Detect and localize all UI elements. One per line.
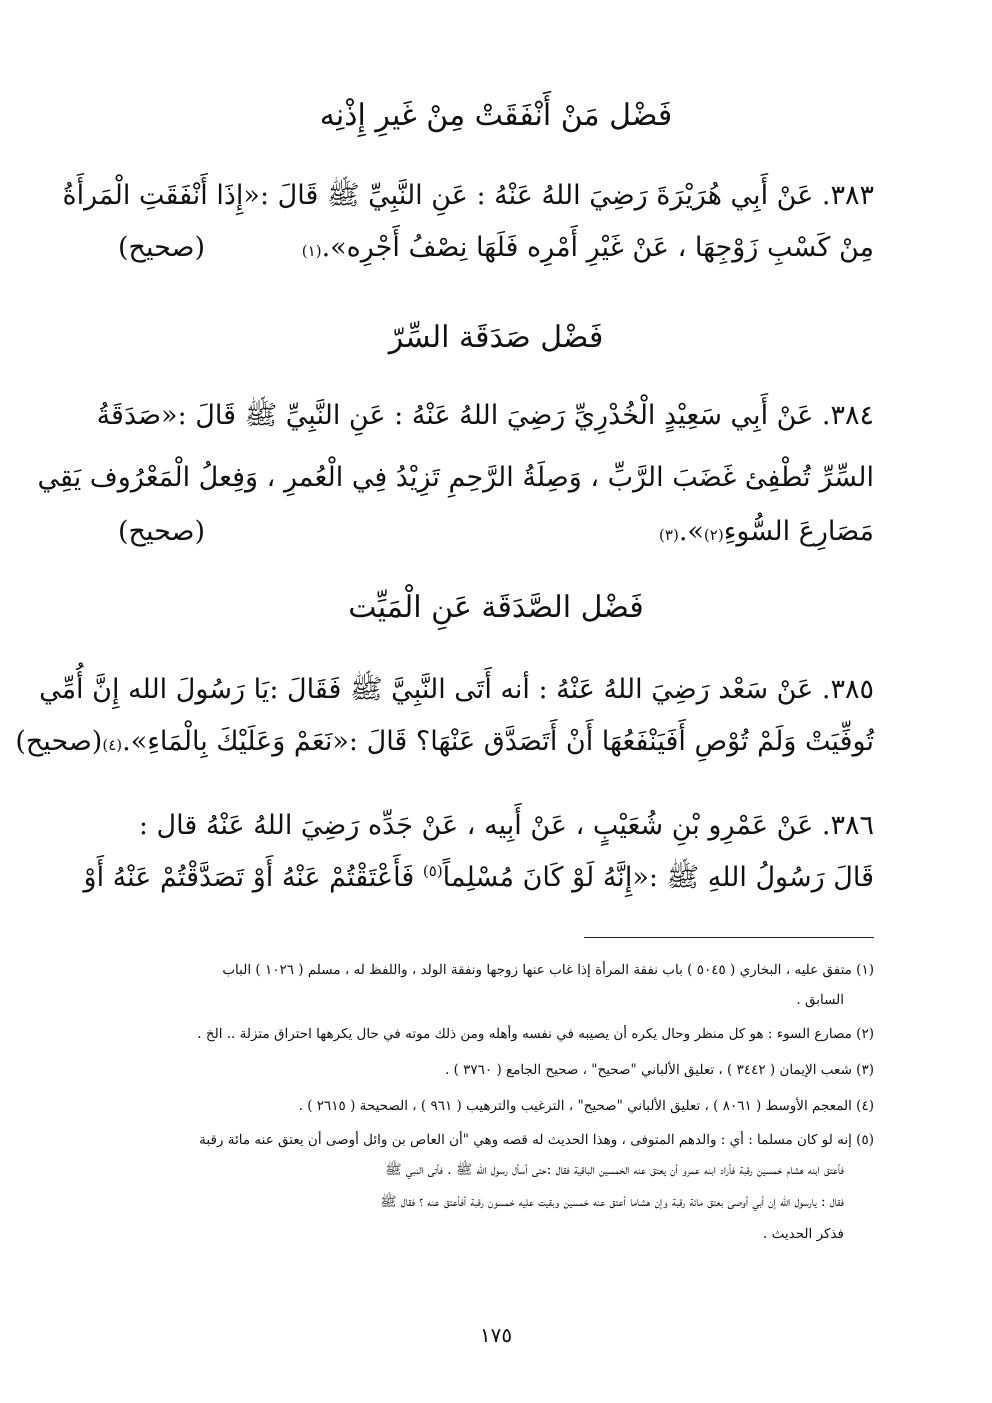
footnote-2 [118,1024,874,1044]
hadith-grade: (صحيح) [15,726,103,757]
hadith-385-line-1 [39,670,874,710]
hadith-text: ». [678,516,704,547]
hadith-383-line-2: مِنْ كَسْبِ زَوْجِهَا ، عَنْ غَيْرِ أَمْرِه فَلَهَا نِصْفُ أَجْرِه». (١) (صحيح) [118,228,874,268]
section-heading: فَضْل مَنْ أَنْفَقَتْ مِنْ غَيرِ إِذْنِه [319,98,673,133]
footnote-text: (٢) مصارع السوء : هو كل منظر وحال يكره أن يصيبه في نفسه وأهله ومن ذلك موته في حال يكرهها احتراق متزلة .. الخ . [197,1026,874,1042]
footnote-4 [118,1096,874,1116]
section-heading: فَضْل الصَّدَقَة عَنِ الْمَيِّت [348,590,644,625]
hadith-text: تُوفِّيَتْ وَلَمْ تُوْصِ أَفَيَنْفَعُهَا أَنْ أَتَصَدَّق عَنْهَا؟ قَالَ :«نَعَمْ وَعَلَيْكَ بِالْمَاءِ». [122,726,874,757]
hadith-384-line-2 [37,458,874,498]
footnote-1-line-1 [118,960,874,980]
footnote-text: فذكر الحديث . [763,1226,844,1242]
footnote-text: (٣) شعب الإيمان ( ٣٤٤٢ ) ، تعليق الألباني "صحيح" ، صحيح الجامع ( ٣٧٦٠ ) . [445,1062,874,1078]
footnote-3 [118,1060,874,1080]
page-number: ١٧٥ [479,1323,513,1347]
footnote-text: (٥) إنه لو كان مسلما : أي : والدهم المتوفى ، وهذا الحديث له قصه وهي "أن العاص بن وائل أوصى أن يعتق عنه مائة رقبة [199,1132,874,1148]
hadith-text: السِّرِّ تُطْفِئ غَضَبَ الرَّبِّ ، وَصِلَةُ الرَّحِمِ تَزِيْدُ فِي الْعُمرِ ، وَفِعلُ الْمَعْرُوف يَقِي [37,462,874,493]
hadith-text-part: فَأَعْتَقْتُمْ عَنْهُ أَوْ تَصَدَّقْتُمْ عَنْهُ أَوْ [83,862,415,893]
hadith-386-line-2 [83,858,874,898]
footnote-text: فقال : يارسول الله إن أبي أوصى بعتق مائة رقبة وإن هشاما أعتق عنه خمسين وبقيت عليه خمسون رقبة أفأعتق عنه ؟ فقال ﷺ [380,1194,844,1210]
hadith-text [84,858,874,898]
hadith-383-line-1 [62,176,874,216]
section-heading: فَضْل صَدَقَة السِّرّ [388,320,604,355]
hadith-text: ٣٨٥. عَنْ سَعْد رَضِيَ اللهُ عَنْهُ : أنه أَتَى النَّبِيَّ ﷺ فَقَالَ :يَا رَسُولَ الله إِنَّ أُمِّي [39,674,874,705]
hadith-grade: (صحيح) [118,232,205,263]
hadith-text: ٣٨٣. عَنْ أَبِي هُرَيْرَةَ رَضِيَ اللهُ عَنْهُ : عَنِ النَّبِيِّ ﷺ قَالَ :«إِذَا أَنْفَقَتِ الْمَرأَةُ [62,180,874,211]
footnote-ref: (٥) [422,862,443,880]
hadith-text: مِنْ كَسْبِ زَوْجِهَا ، عَنْ غَيْرِ أَمْرِه فَلَهَا نِصْفُ أَجْرِه». [321,232,874,263]
hadith-384-line-1 [96,396,874,436]
hadith-text: ٣٨٤. عَنْ أَبِي سَعِيْدٍ الْخُدْرِيِّ رَضِيَ اللهُ عَنْهُ : عَنِ النَّبِيِّ ﷺ قَالَ :«صَدَقَةُ [96,400,874,431]
footnote-text: (٤) المعجم الأوسط ( ٨٠٦١ ) ، تعليق الألباني "صحيح" ، الترغيب والترهيب ( ٩٦١ ) ، الصحيحة ( ٢٦١٥ ) . [298,1098,874,1114]
hadith-384-line-3: مَصَارِعَ السُّوءِ (٢) ». (٣) (صحيح) [118,512,874,552]
hadith-grade: (صحيح) [118,516,205,547]
footnote-5-line-4 [118,1224,844,1244]
hadith-386-line-1 [118,806,874,846]
hadith-text-part: قَالَ رَسُولُ اللهِ ﷺ :«إِنَّهُ لَوْ كَانَ مُسْلِماً [442,862,874,893]
hadith-text: ٣٨٦. عَنْ عَمْرِو بْنِ شُعَيْبٍ ، عَنْ أَبِيه ، عَنْ جَدِّه رَضِيَ اللهُ عَنْهُ قال : [138,810,874,841]
hadith-385-line-2: تُوفِّيَتْ وَلَمْ تُوْصِ أَفَيَنْفَعُهَا أَنْ أَتَصَدَّق عَنْهَا؟ قَالَ :«نَعَمْ وَعَلَيْكَ بِالْمَاءِ». (٤) (صحيح) [118,722,874,762]
footnote-text: (١) متفق عليه ، البخاري ( ٥٠٤٥ ) باب نفقة المرأة إذا غاب عنها زوجها ونفقة الولد ، واللفظ له ، مسلم ( ١٠٢٦ ) الباب [222,962,874,978]
footnote-5-line-1 [118,1130,874,1150]
footnote-text: فأعتق ابنه هشام خمسين رقبة فأراد ابنه عمرو أن يعتق عنه الخمسين الباقية فقال :حتى أسأل رسول الله ﷺ . فأتى النبي ﷺ [385,1162,844,1178]
hadith-text: مَصَارِعَ السُّوءِ [723,516,874,547]
footnote-5-line-2 [118,1160,844,1180]
footnote-text: السابق . [796,992,844,1008]
footnote-5-line-3 [118,1192,844,1212]
footnote-1-line-2 [118,990,844,1010]
footnote-separator [584,937,874,938]
